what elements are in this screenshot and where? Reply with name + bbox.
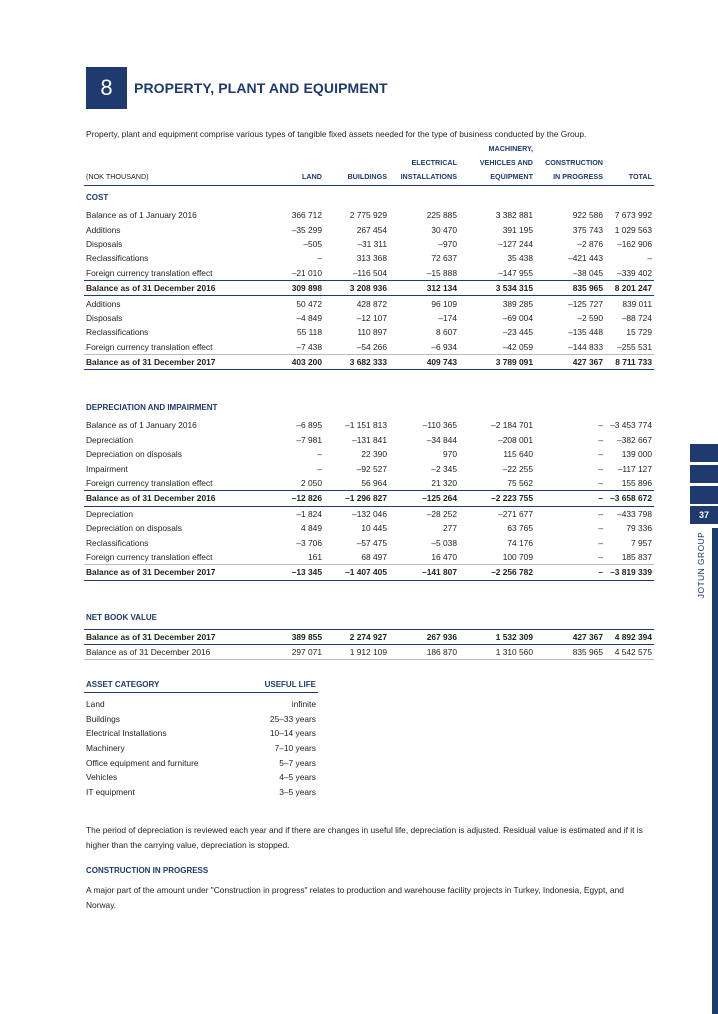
- asset-category: IT equipment: [86, 786, 135, 797]
- cell-value: –2 223 755: [459, 491, 535, 506]
- cell-value: –: [647, 253, 652, 264]
- cell-value: 10 445: [361, 523, 387, 534]
- cell-value: –6 934: [389, 340, 459, 355]
- cell-value: –: [598, 463, 603, 474]
- row-label: Balance as of 31 December 2017: [84, 565, 272, 580]
- row-label: Foreign currency translation effect: [86, 478, 213, 489]
- cell-value: 186 870: [389, 644, 459, 659]
- table-row: [84, 447, 654, 461]
- cell-value: 970: [443, 449, 457, 460]
- col-header-land: LAND: [272, 142, 324, 186]
- row-label: Balance as of 31 December 2016: [84, 491, 272, 506]
- cell-value: 225 885: [426, 210, 457, 221]
- section-number: 8: [100, 75, 113, 100]
- table-row: [84, 506, 654, 521]
- table-row: [84, 237, 654, 251]
- cell-value: 1 912 109: [324, 644, 389, 659]
- ppe-table: [84, 142, 654, 660]
- cell-value: 100 709: [459, 550, 535, 565]
- cell-value: 50 472: [296, 298, 322, 309]
- cell-value: 3 789 091: [459, 354, 535, 369]
- cell-value: –5 038: [431, 537, 457, 548]
- list-item: [84, 693, 318, 712]
- cell-value: 96 109: [431, 298, 457, 309]
- useful-life-header-label: USEFUL LIFE: [243, 676, 318, 693]
- cell-value: –54 266: [324, 340, 389, 355]
- cell-value: –1 296 827: [324, 491, 389, 506]
- cell-value: 4 892 394: [605, 629, 654, 644]
- row-label: Balance as of 31 December 2016: [84, 644, 272, 659]
- cell-value: –38 045: [572, 267, 603, 278]
- cell-value: –3 819 339: [605, 565, 654, 580]
- cell-value: –1 151 813: [345, 420, 387, 431]
- row-label: Disposals: [86, 312, 123, 323]
- cell-value: 63 765: [507, 523, 533, 534]
- cell-value: 835 965: [535, 280, 605, 295]
- cell-value: –116 504: [352, 267, 387, 278]
- table-row: [84, 208, 654, 222]
- cell-value: 7 673 992: [614, 210, 652, 221]
- cell-value: 3 208 936: [324, 280, 389, 295]
- cell-value: –3 658 672: [605, 491, 654, 506]
- sidebar-bar: [712, 528, 718, 1014]
- cell-value: –23 445: [502, 327, 533, 338]
- list-item: [84, 726, 318, 741]
- cell-value: 72 637: [431, 253, 457, 264]
- table-row: [84, 550, 654, 565]
- table-row: [84, 266, 654, 281]
- cell-value: 2 274 927: [324, 629, 389, 644]
- table-row: [84, 251, 654, 265]
- cell-value: 835 965: [535, 644, 605, 659]
- cell-value: –21 010: [291, 267, 322, 278]
- cell-value: –3 453 774: [610, 420, 652, 431]
- section-number-badge: [86, 67, 127, 109]
- row-label: Foreign currency translation effect: [84, 550, 272, 565]
- cell-value: 7 957: [631, 537, 652, 548]
- cell-value: 161: [272, 550, 324, 565]
- cip-text: A major part of the amount under "Construction in progress" relates to production and warehouse facility projects in Turkey, Indonesia, Egypt, and Norway.: [86, 885, 624, 910]
- row-label: Reclassifications: [86, 327, 149, 338]
- asset-category: Vehicles: [86, 772, 118, 783]
- cell-value: 839 011: [622, 298, 652, 309]
- list-item: [84, 712, 318, 727]
- cell-value: –: [317, 463, 322, 474]
- cell-value: 391 195: [502, 224, 533, 235]
- cip-heading: CONSTRUCTION IN PROGRESS: [86, 866, 209, 875]
- cell-value: 68 497: [324, 550, 389, 565]
- cell-value: 35 438: [507, 253, 533, 264]
- cell-value: 2 775 929: [349, 210, 387, 221]
- cell-value: 8 607: [436, 327, 457, 338]
- cell-value: –1 407 405: [324, 565, 389, 580]
- cell-value: 55 118: [297, 327, 322, 338]
- cell-value: 1 532 309: [459, 629, 535, 644]
- cell-value: –: [598, 449, 603, 460]
- cell-value: 409 743: [389, 354, 459, 369]
- cell-value: 185 837: [605, 550, 654, 565]
- cell-value: 366 712: [291, 210, 322, 221]
- cell-value: –110 365: [422, 420, 457, 431]
- cell-value: –12 107: [356, 312, 387, 323]
- cell-value: –: [598, 420, 603, 431]
- cell-value: –12 826: [272, 491, 324, 506]
- cell-value: 427 367: [535, 354, 605, 369]
- cost-heading: COST: [86, 192, 109, 202]
- col-header-machinery: MACHINERY, VEHICLES AND EQUIPMENT: [459, 142, 535, 186]
- table-row: [84, 476, 654, 491]
- asset-category-header: ASSET CATEGORY: [84, 676, 243, 693]
- cell-value: –: [535, 491, 605, 506]
- cell-value: –2 256 782: [459, 565, 535, 580]
- cell-value: –: [598, 523, 603, 534]
- table-row: [84, 325, 654, 339]
- cell-value: –34 844: [426, 434, 457, 445]
- table-row: [84, 418, 654, 432]
- cell-value: 16 470: [389, 550, 459, 565]
- cell-value: –271 677: [498, 508, 533, 519]
- asset-category: Land: [86, 699, 105, 710]
- cell-value: 389 855: [272, 629, 324, 644]
- cell-value: –147 955: [498, 267, 533, 278]
- cell-value: –: [317, 253, 322, 264]
- table-header-row: [84, 142, 654, 186]
- cell-value: 110 897: [357, 327, 387, 338]
- page-title: PROPERTY, PLANT AND EQUIPMENT: [134, 80, 388, 96]
- cell-value: –42 059: [459, 340, 535, 355]
- row-label: Foreign currency translation effect: [86, 267, 213, 278]
- cell-value: –: [317, 449, 322, 460]
- cell-value: –28 252: [426, 508, 457, 519]
- cell-value: 21 320: [431, 478, 457, 489]
- cell-value: 155 896: [621, 478, 652, 489]
- list-item: [84, 741, 318, 756]
- cell-value: –7 981: [296, 434, 322, 445]
- table-row: [84, 280, 654, 295]
- cell-value: –2 184 701: [491, 420, 533, 431]
- cell-value: –6 895: [296, 420, 322, 431]
- cell-value: 15 729: [626, 327, 652, 338]
- cell-value: 267 936: [389, 629, 459, 644]
- cell-value: 115 640: [503, 449, 533, 460]
- cell-value: 22 390: [361, 449, 387, 460]
- cell-value: 403 200: [272, 354, 324, 369]
- row-label: Balance as of 1 January 2016: [86, 210, 197, 221]
- cell-value: 4 849: [301, 523, 322, 534]
- row-label: Balance as of 1 January 2016: [86, 420, 197, 431]
- table-row: [84, 535, 654, 549]
- cell-value: –2 345: [431, 463, 457, 474]
- cell-value: 139 000: [621, 449, 652, 460]
- table-row: [84, 433, 654, 447]
- cell-value: 375 743: [572, 224, 603, 235]
- row-label: Depreciation on disposals: [86, 449, 182, 460]
- cell-value: –2 876: [577, 238, 603, 249]
- cell-value: –131 841: [352, 434, 387, 445]
- cell-value: –2 590: [577, 312, 603, 323]
- cell-value: –15 888: [426, 267, 457, 278]
- depreciation-heading: DEPRECIATION AND IMPAIRMENT: [86, 402, 218, 412]
- sidebar-tab: [690, 444, 718, 462]
- list-item: [84, 755, 318, 770]
- cell-value: –505: [303, 238, 322, 249]
- cell-value: –421 443: [568, 253, 603, 264]
- col-header-electrical: ELECTRICAL INSTALLATIONS: [389, 142, 459, 186]
- cell-value: –3 706: [296, 537, 322, 548]
- cell-value: –35 299: [291, 224, 322, 235]
- cell-value: –4 849: [296, 312, 322, 323]
- row-label: Depreciation: [86, 434, 134, 445]
- table-row: [84, 461, 654, 475]
- cell-value: –1 824: [296, 508, 322, 519]
- intro-text: Property, plant and equipment comprise various types of tangible fixed assets needed for the type of business conducted by the Group.: [86, 129, 587, 139]
- cell-value: 312 134: [389, 280, 459, 295]
- row-label: Additions: [86, 224, 121, 235]
- cell-value: –127 244: [498, 238, 533, 249]
- useful-life-value: 5–7 years: [279, 757, 316, 768]
- cell-value: –57 475: [356, 537, 387, 548]
- cell-value: –144 833: [535, 340, 605, 355]
- table-row: [84, 222, 654, 236]
- cell-value: 389 285: [502, 298, 533, 309]
- row-label: Depreciation: [86, 508, 134, 519]
- cell-value: –: [598, 508, 603, 519]
- useful-life-value: 4–5 years: [279, 772, 316, 783]
- cell-value: 1 029 563: [614, 224, 652, 235]
- row-label: Foreign currency translation effect: [84, 340, 272, 355]
- cell-value: 30 470: [431, 224, 457, 235]
- asset-category: Office equipment and furniture: [86, 757, 199, 768]
- useful-life-value: infinite: [291, 699, 316, 710]
- side-label: JOTUN GROUP: [696, 531, 706, 599]
- sidebar-tab: [690, 465, 718, 483]
- table-row: [84, 565, 654, 580]
- cell-value: –135 448: [568, 327, 603, 338]
- cell-value: –125 727: [568, 298, 603, 309]
- table-row: [84, 644, 654, 659]
- cell-value: 2 050: [301, 478, 322, 489]
- table-row: [84, 311, 654, 325]
- col-header-buildings: BUILDINGS: [324, 142, 389, 186]
- cell-value: 3 682 333: [324, 354, 389, 369]
- table-row: [84, 521, 654, 535]
- row-label: Disposals: [86, 238, 123, 249]
- row-label: Balance as of 31 December 2017: [84, 629, 272, 644]
- cell-value: 267 454: [356, 224, 387, 235]
- cell-value: –: [535, 565, 605, 580]
- table-row: [84, 354, 654, 369]
- cell-value: 277: [443, 523, 457, 534]
- cell-value: –132 046: [352, 508, 387, 519]
- row-label: Additions: [86, 298, 121, 309]
- sidebar-tab: [690, 486, 718, 504]
- row-label: Balance as of 31 December 2017: [84, 354, 272, 369]
- row-label: Depreciation on disposals: [86, 523, 182, 534]
- cell-value: –208 001: [498, 434, 533, 445]
- table-row: [84, 629, 654, 644]
- asset-category: Electrical Installations: [86, 728, 167, 739]
- cell-value: 427 367: [535, 629, 605, 644]
- cell-value: 8 201 247: [605, 280, 654, 295]
- useful-life-value: 25–33 years: [269, 713, 316, 724]
- row-label: Balance as of 31 December 2016: [84, 280, 272, 295]
- useful-life-value: 10–14 years: [269, 728, 316, 739]
- cell-value: –162 906: [617, 238, 652, 249]
- col-header-construction: CONSTRUCTION IN PROGRESS: [535, 142, 605, 186]
- cell-value: –174: [438, 312, 457, 323]
- useful-life-value: 3–5 years: [279, 786, 316, 797]
- cell-value: –: [535, 550, 605, 565]
- cell-value: 8 711 733: [605, 354, 654, 369]
- cell-value: –92 527: [356, 463, 387, 474]
- cell-value: –: [598, 434, 603, 445]
- cell-value: 297 071: [272, 644, 324, 659]
- useful-life-value: 7–10 years: [274, 743, 316, 754]
- row-label: Reclassifications: [86, 253, 149, 264]
- depreciation-note: The period of depreciation is reviewed each year and if there are changes in useful life, depreciation is adjusted. Residual value is estimated and if it is higher than the carrying value, depreciation is stopped.: [86, 825, 643, 850]
- cell-value: –255 531: [605, 340, 654, 355]
- cell-value: –7 438: [272, 340, 324, 355]
- cell-value: –88 724: [621, 312, 652, 323]
- cell-value: –22 255: [502, 463, 533, 474]
- list-item: [84, 770, 318, 785]
- cell-value: –141 807: [389, 565, 459, 580]
- row-label: Impairment: [86, 463, 128, 474]
- cell-value: 3 382 881: [495, 210, 533, 221]
- cell-value: –433 798: [617, 508, 652, 519]
- page-number: 37: [690, 506, 718, 524]
- unit-label: (NOK THOUSAND): [84, 142, 272, 186]
- cell-value: –: [598, 537, 603, 548]
- col-header-total: TOTAL: [605, 142, 654, 186]
- table-row: [84, 340, 654, 355]
- useful-life-table: [84, 676, 318, 799]
- cell-value: 4 542 575: [605, 644, 654, 659]
- cell-value: –339 402: [617, 267, 652, 278]
- useful-life-header: [84, 676, 318, 693]
- table-row: [84, 491, 654, 506]
- row-label: Reclassifications: [86, 537, 149, 548]
- asset-category: Machinery: [86, 743, 125, 754]
- cell-value: 922 586: [572, 210, 603, 221]
- list-item: [84, 785, 318, 800]
- cell-value: 309 898: [272, 280, 324, 295]
- cell-value: 74 176: [507, 537, 533, 548]
- cell-value: 428 872: [356, 298, 387, 309]
- table-row: [84, 296, 654, 311]
- cell-value: –13 345: [272, 565, 324, 580]
- cell-value: 56 964: [361, 478, 387, 489]
- cell-value: 79 336: [626, 523, 652, 534]
- cell-value: 3 534 315: [459, 280, 535, 295]
- cell-value: 1 310 560: [459, 644, 535, 659]
- cell-value: 313 368: [356, 253, 387, 264]
- cell-value: –382 667: [617, 434, 652, 445]
- cell-value: –125 264: [389, 491, 459, 506]
- asset-category: Buildings: [86, 713, 120, 724]
- cell-value: –970: [438, 238, 457, 249]
- cell-value: 75 562: [507, 478, 533, 489]
- net-book-heading: NET BOOK VALUE: [86, 613, 157, 623]
- cell-value: –: [598, 478, 603, 489]
- cell-value: –117 127: [617, 463, 652, 474]
- cell-value: –31 311: [357, 238, 387, 249]
- cell-value: –69 004: [502, 312, 533, 323]
